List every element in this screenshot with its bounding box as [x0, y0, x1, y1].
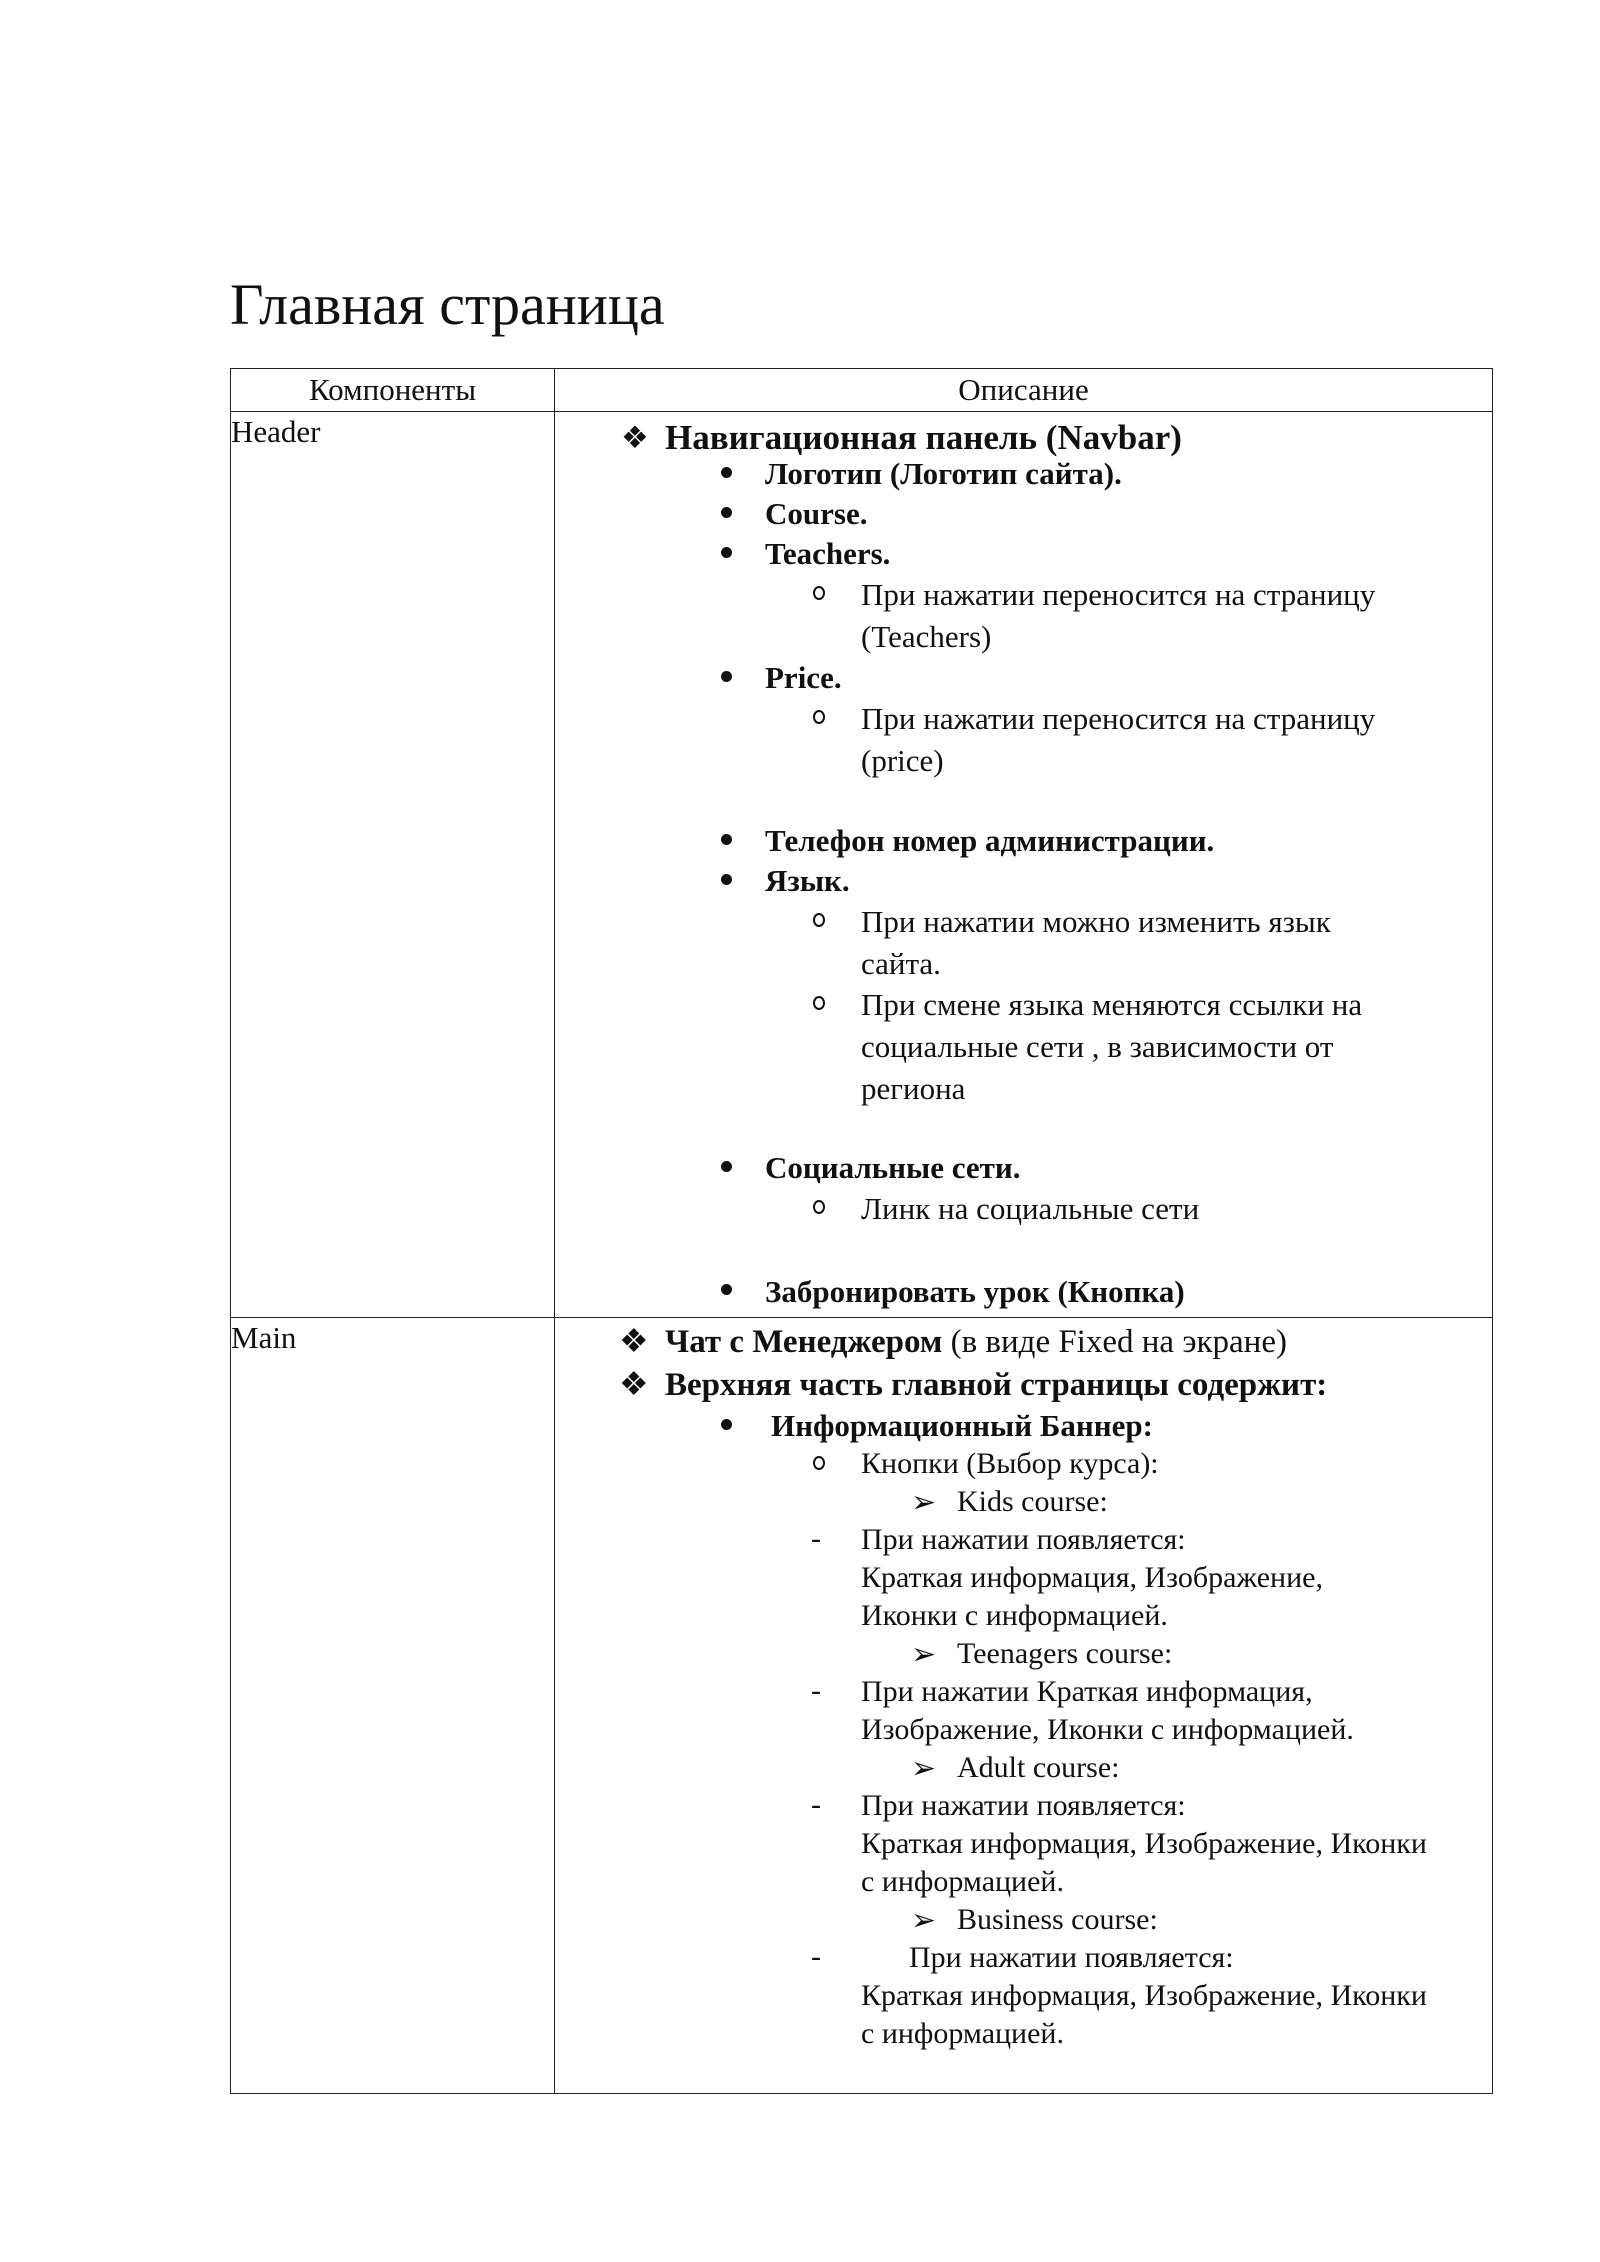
kids-note-line2: Краткая информация, Изображение,	[861, 1561, 1323, 1594]
arrow-bullet-icon: ➢	[911, 1752, 937, 1785]
phone-item: Телефон номер администрации.	[765, 823, 1215, 858]
kids-note-line1: При нажатии появляется:	[861, 1523, 1186, 1556]
bullet-icon	[721, 1419, 732, 1430]
circle-bullet-icon	[813, 1456, 825, 1470]
chat-manager-item	[665, 1326, 1287, 1359]
diamond-bullet-icon: ❖	[621, 420, 649, 455]
banner-item: Информационный Баннер:	[771, 1408, 1153, 1443]
description-cell-main	[555, 1318, 1493, 2094]
price-note-line2: (price)	[861, 743, 944, 778]
adult-note-line2: Краткая информация, Изображение, Иконки	[861, 1827, 1427, 1860]
arrow-bullet-icon: ➢	[911, 1638, 937, 1671]
diamond-bullet-icon: ❖	[619, 1324, 649, 1360]
kids-course-item: Kids course:	[957, 1485, 1108, 1518]
language-note1-line2: сайта.	[861, 946, 941, 981]
teachers-note-line1: При нажатии переносится на страницу	[861, 577, 1376, 612]
circle-bullet-icon	[813, 1200, 825, 1214]
book-lesson-item: Забронировать урок (Кнопка)	[765, 1274, 1185, 1309]
dash-bullet-icon: -	[811, 1522, 821, 1555]
price-item: Price.	[765, 660, 842, 695]
buttons-item: Кнопки (Выбор курса):	[861, 1447, 1159, 1480]
circle-bullet-icon	[813, 996, 825, 1010]
bullet-icon	[721, 1284, 732, 1295]
course-item: Course.	[765, 496, 868, 531]
bullet-icon	[721, 467, 732, 478]
kids-note-line3: Иконки с информацией.	[861, 1599, 1168, 1632]
component-cell-header: Header	[231, 412, 555, 1318]
language-note1-line1: При нажатии можно изменить язык	[861, 904, 1331, 939]
bullet-icon	[721, 1161, 732, 1172]
chat-manager-note: (в виде Fixed на экране)	[942, 1324, 1287, 1360]
bullet-icon	[721, 507, 732, 518]
teen-note-line1: При нажатии Краткая информация,	[861, 1675, 1313, 1708]
bullet-icon	[721, 874, 732, 885]
language-note2-line2: социальные сети , в зависимости от	[861, 1029, 1334, 1064]
circle-bullet-icon	[813, 913, 825, 927]
page-title: Главная страница	[230, 272, 665, 337]
social-note: Линк на социальные сети	[861, 1191, 1200, 1226]
business-note-line2: Краткая информация, Изображение, Иконки	[861, 1979, 1427, 2012]
diamond-bullet-icon: ❖	[619, 1367, 649, 1403]
table-header-row	[231, 369, 1493, 412]
business-note-line1: При нажатии появляется:	[909, 1941, 1234, 1974]
components-table	[230, 368, 1493, 2094]
adult-course-item: Adult course:	[957, 1751, 1120, 1784]
language-note2-line1: При смене языка меняются ссылки на	[861, 987, 1363, 1022]
arrow-bullet-icon: ➢	[911, 1486, 937, 1519]
business-note-line3: с информацией.	[861, 2017, 1064, 2050]
bullet-icon	[721, 834, 732, 845]
column-header-components: Компоненты	[231, 369, 555, 412]
adult-note-line3: с информацией.	[861, 1865, 1064, 1898]
dash-bullet-icon: -	[811, 1674, 821, 1707]
component-cell-main: Main	[231, 1318, 555, 2094]
chat-manager-bold: Чат с Менеджером	[665, 1324, 943, 1360]
teen-note-line2: Изображение, Иконки с информацией.	[861, 1713, 1354, 1746]
description-cell-header	[555, 412, 1493, 1318]
language-item: Язык.	[765, 863, 850, 898]
circle-bullet-icon	[813, 586, 825, 600]
logo-item: Логотип (Логотип сайта).	[765, 456, 1122, 491]
language-note2-line3: региона	[861, 1071, 966, 1106]
table-row-header	[231, 412, 1493, 1318]
teachers-note-line2: (Teachers)	[861, 619, 992, 654]
top-part-item: Верхняя часть главной страницы содержит:	[665, 1367, 1328, 1403]
business-course-item: Business course:	[957, 1903, 1158, 1936]
bullet-icon	[721, 671, 732, 682]
arrow-bullet-icon: ➢	[911, 1904, 937, 1937]
dash-bullet-icon: -	[811, 1940, 821, 1973]
teachers-item: Teachers.	[765, 536, 891, 571]
column-header-description: Описание	[555, 369, 1493, 412]
navbar-label: Навигационная панель (Navbar)	[665, 418, 1182, 457]
table-row-main	[231, 1318, 1493, 2094]
circle-bullet-icon	[813, 710, 825, 724]
teenagers-course-item: Teenagers course:	[957, 1637, 1173, 1670]
social-item: Социальные сети.	[765, 1150, 1021, 1185]
price-note-line1: При нажатии переносится на страницу	[861, 701, 1376, 736]
dash-bullet-icon: -	[811, 1788, 821, 1821]
bullet-icon	[721, 547, 732, 558]
adult-note-line1: При нажатии появляется:	[861, 1789, 1186, 1822]
